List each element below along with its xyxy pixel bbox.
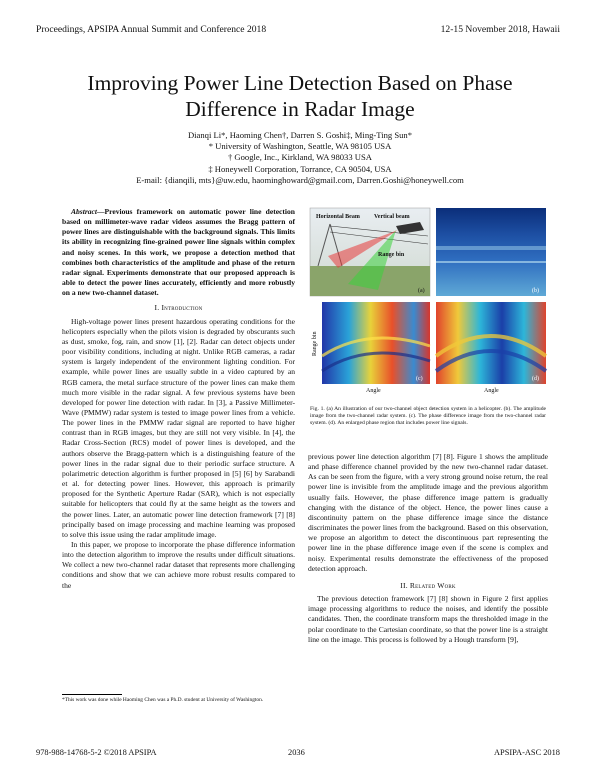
label-horizontal-beam: Horizontal Beam	[316, 214, 360, 220]
label-range-bin-annot: Range bin	[378, 252, 405, 258]
running-header-left: Proceedings, APSIPA Annual Summit and Conference 2018	[36, 24, 267, 35]
section-heading-related-work: II. Related Work	[400, 580, 456, 590]
figure-1-graphic	[308, 206, 548, 476]
footnote-rule	[62, 694, 122, 695]
section-heading-introduction: I. Introduction	[154, 303, 203, 313]
abstract	[62, 207, 295, 298]
author-block	[40, 130, 560, 186]
left-column	[62, 207, 295, 591]
panel-d-enlarged	[436, 302, 546, 394]
panel-b-label: (b)	[532, 288, 539, 294]
right-column	[308, 452, 548, 645]
intro-paragraph-1: High-voltage power lines present hazardous operating conditions for the helicopters especially when the pilots vision is degraded by obscurants such as dust, smoke, fog, rain, and snow [1], [2]. Radar can detect objects under poor visibility conditions, including at night. Unlike RGB cameras, a radar system is largely independent of the environment lighting condition. For example, while power lines are usually subtle in a video captured by an RGB camera, the metal surface structure of the power lines can make them much more visible in the radar signal. A few previous systems have been developed for power line detection with radar. In [3], a Passive Millimeter-Wave (PMMW) radar system is tested to image power lines from a vehicle. The power lines in the PMMW radar signal are reported to have higher contrast than in RGB images, but they are still not very visible. In [4], the Radar Cross-Section (RCS) model of power lines is developed, and the authors observe the Bragg-pattern which is a distinguishing feature of the power lines in the radar signal due to their periodic surface structure. A polarimetric detection algorithm is further proposed in [5] [6] by Sarabandi et al. for detecting power lines. However, this approach is primarily proposed for the Synthetic Aperture Radar (SAR), which is not especially suitable for helicopters that could fly at the same height as the towers and the power lines. Later, an automatic power line detection framework [7] [8] principally based on image processing and machine learning was proposed to solve this issue using the radar amplitude image.	[62, 316, 295, 539]
panel-c-phase	[312, 302, 430, 394]
running-header-right: 12-15 November 2018, Hawaii	[440, 24, 560, 35]
affiliation-1: * University of Washington, Seattle, WA 98105 USA	[208, 141, 392, 152]
footer-isbn: 978-988-14768-5-2 ©2018 APSIPA	[36, 748, 157, 757]
right-paragraph-1: previous power line detection algorithm [7] [8]. Figure 1 shows the amplitude and phase difference channel provided by the new two-channel radar dataset. As can be seen from the figure, with a very strong ground noise return, the real power line is invisible from the amplitude image and the previous algorithm usually fails. However, the phase difference image pattern is gradually changing with the distance of the object. Hence, the power lines cause a discontinuity pattern on the phase difference image since the distance discriminates the power lines from the background. Based on this observation, we propose an algorithm to detect the discontinuous part representing the power line in the phase difference image even if the scene is complex and noisy. Experimental results demonstrate the effectiveness of the proposed detection approach.	[308, 452, 548, 573]
label-vertical-beam: Vertical beam	[374, 214, 410, 220]
panel-d-label: (d)	[532, 376, 539, 382]
figure-1-caption: Fig. 1. (a) An illustration of our two-channel object detection system in a helicopter. (b). The amplitude image from the two-channel radar system. (c). The phase difference image from the two-channel radar system. (d). An enlarged phase region that includes power line signals.	[310, 406, 546, 427]
author-list: Dianqi Li*, Haoming Chen†, Darren S. Goshi‡, Ming-Ting Sun*	[187, 130, 413, 140]
related-paragraph-1: The previous detection framework [7] [8] shown in Figure 2 first applies image processing algorithms to reduce the noises, and identify the possible candidates. Then, the coordinate transform maps the thresholded image in the polar coordinate to the Cartesian coordinate, so that the power line is a straight line on the image. This process is followed by a Hough transform [9],	[308, 594, 548, 644]
axis-xlabel-d: Angle	[484, 388, 499, 394]
affiliation-3: ‡ Honeywell Corporation, Torrance, CA 90504, USA	[208, 163, 392, 174]
paper-title	[40, 70, 560, 122]
panel-a-label: (a)	[418, 288, 425, 294]
title-line-1: Improving Power Line Detection Based on Phase	[87, 71, 513, 95]
footer-conference: APSIPA-ASC 2018	[493, 748, 560, 757]
panel-c-label: (c)	[416, 376, 423, 382]
affiliation-2: † Google, Inc., Kirkland, WA 98033 USA	[227, 152, 372, 163]
axis-ylabel: Range bin	[312, 331, 318, 356]
title-line-2: Difference in Radar Image	[185, 97, 415, 121]
intro-paragraph-2: In this paper, we propose to incorporate the phase difference information into the detection algorithm to improve the results under difficult situations. We collect a new two-channel radar dataset that represents more challenging conditions and show that we can achieve more robust results compared to the	[62, 540, 295, 590]
email-line: E-mail: {dianqili, mts}@uw.edu, haominghoward@gmail.com, Darren.Goshi@honeywell.com	[136, 174, 464, 185]
figure-1	[308, 206, 548, 476]
abstract-label: Abstract	[71, 207, 97, 216]
panel-b-amplitude	[436, 208, 546, 296]
footnote: *This work was done while Haoming Chen was a Ph.D. student at University of Washington.	[62, 697, 264, 703]
axis-xlabel: Angle	[366, 388, 381, 394]
abstract-text: —Previous framework on automatic power line detection based on millimeter-wave radar videos assumes the Bragg pattern of power lines are distinguishable with the background signals. This limits its ability in recognizing fine-grained power line signals within complex and noisy scenes. In this work, we propose a detection method that combines both characteristics of the amplitude and phase of the return radar signal. Experiments demonstrate that our proposed approach is able to detect the power lines accurately, efficiently and more robustly on a new two-channel dataset.	[62, 207, 295, 298]
page-number: 2036	[288, 748, 305, 757]
panel-a-illustration	[310, 208, 430, 296]
